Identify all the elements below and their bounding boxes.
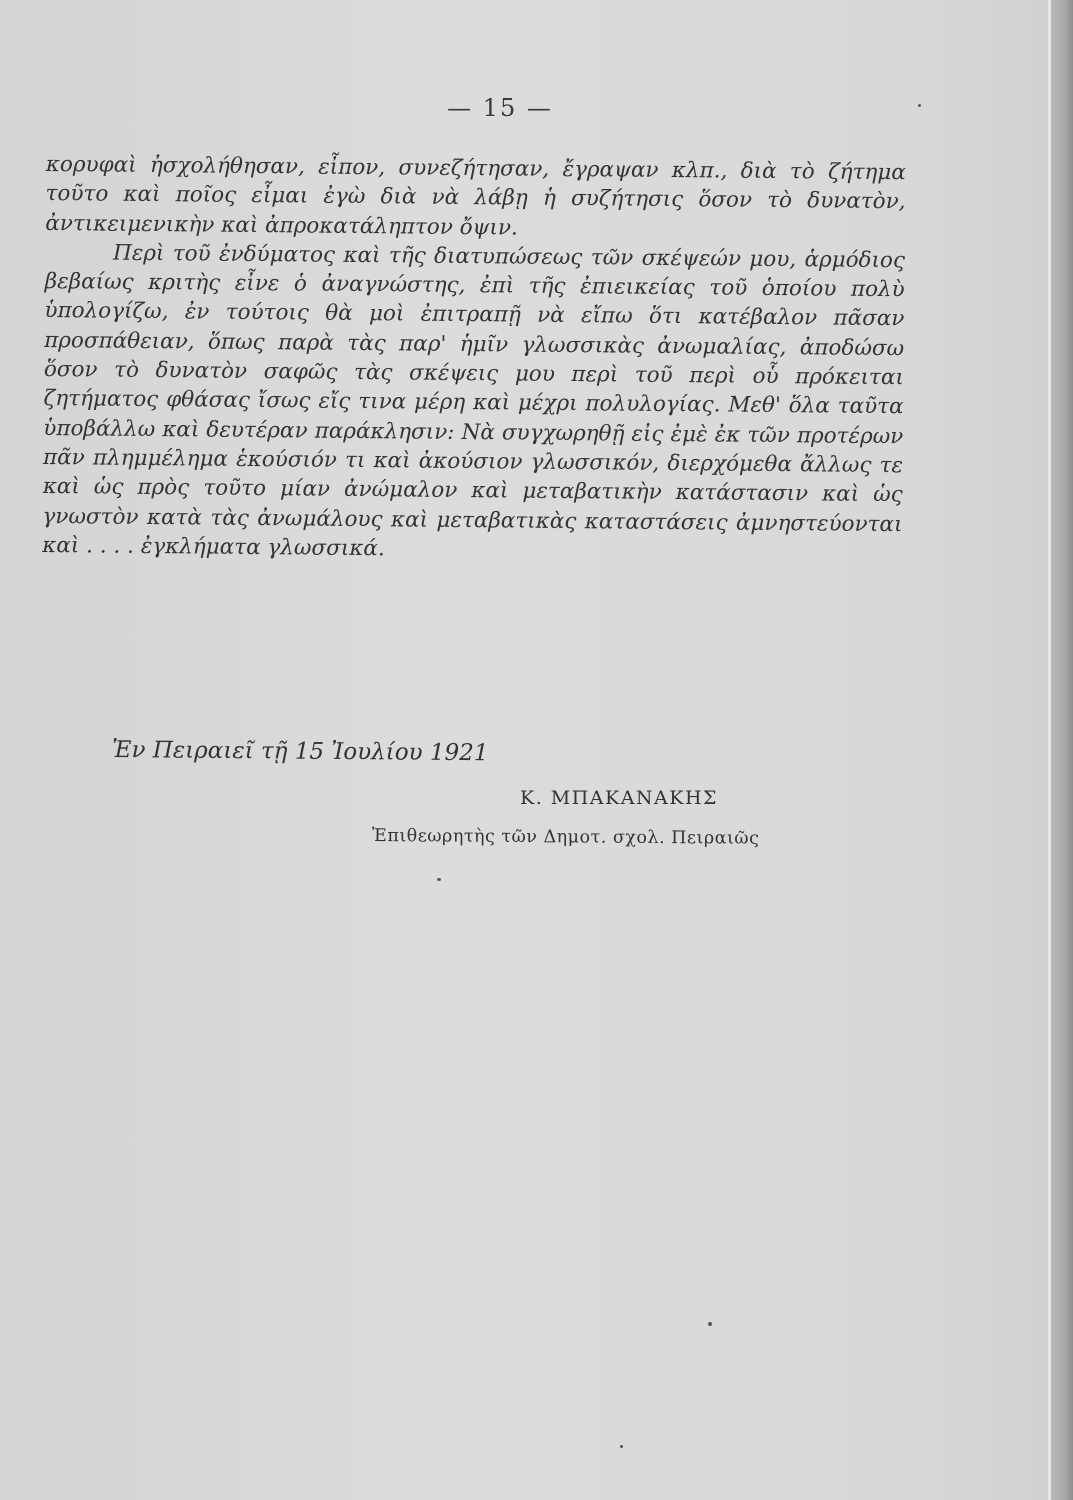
paper-speck [918, 104, 921, 107]
paragraph-2: Περὶ τοῦ ἐνδύματος καὶ τῆς διατυπώσεως τῶν σκέψεών μου, ἁρμόδιος βεβαίως κριτὴς εἶνε ὁ ἀναγνώστης, ἐπὶ τῆς ἐπιεικείας τοῦ ὁποίου πολὺ ὑπολογίζω, ἐν τούτοις θὰ μοὶ ἐπιτραπῇ νὰ εἴπω ὅτι κατέβαλον πᾶσαν προσπάθειαν, ὅπως παρὰ τὰς παρ' ἡμῖν γλωσσικὰς ἀνωμαλίας, ἀποδώσω ὅσον τὸ δυνατὸν σαφῶς τὰς σκέψεις μου περὶ τοῦ περὶ οὗ πρόκειται ζητήματος φθάσας ἴσως εἴς τινα μέρη καὶ μέχρι πολυλογίας. Μεθ' ὅλα ταῦτα ὑποβάλλω καὶ δευτέραν παράκλησιν: Νὰ συγχωρηθῇ εἰς ἐμὲ ἐκ τῶν προτέρων πᾶν πλημμέλημα ἑκούσιόν τι καὶ ἀκούσιον γλωσσικόν, διερχόμεθα ἄλλως τε καὶ ὡς πρὸς τοῦτο μίαν ἀνώμαλον καὶ μεταβατικὴν κατάστασιν καὶ ὡς γνωστὸν κατὰ τὰς ἀνωμάλους καὶ μεταβατικὰς καταστάσεις ἀμνηστεύονται καὶ . . . . ἐγκλήματα γλωσσικά. [42, 240, 906, 562]
paper-speck [708, 1322, 712, 1326]
paragraph-1: κορυφαὶ ἠσχολήθησαν, εἶπον, συνεζήτησαν, ἔγραψαν κλπ., διὰ τὸ ζήτημα τοῦτο καὶ ποῖος εἶμαι ἐγὼ διὰ νὰ λάβῃ ἡ συζήτησις ὅσον τὸ δυνατὸν, ἀντικειμενικὴν καὶ ἀπροκατάληπτον ὄψιν. [45, 151, 906, 241]
paper-speck [437, 878, 441, 881]
page-number: — 15 — [447, 94, 553, 122]
book-edge [1051, 0, 1073, 1500]
body-text [42, 150, 906, 568]
signature-title: Ἐπιθεωρητὴς τῶν Δημοτ. σχολ. Πειραιῶς [371, 826, 760, 849]
date-line: Ἐν Πειραιεῖ τῇ 15 Ἰουλίου 1921 [111, 737, 489, 767]
paper-speck [620, 1445, 623, 1448]
signature-name: Κ. ΜΠΑΚΑΝΑΚΗΣ [520, 787, 718, 809]
